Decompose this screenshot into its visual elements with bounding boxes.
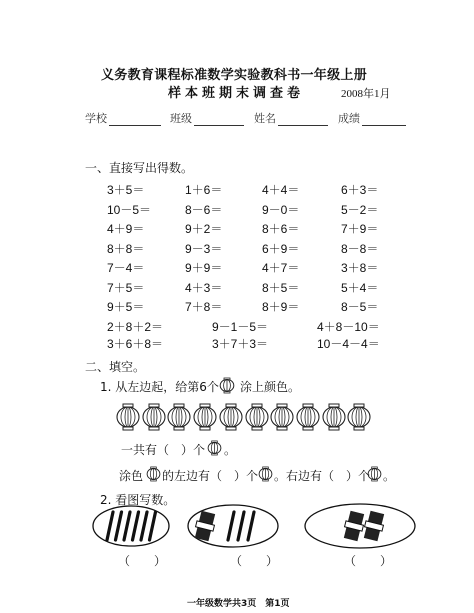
q1-line3-d: 。 xyxy=(383,469,396,483)
equation-item: 7－4＝ xyxy=(107,261,145,275)
equation-item: 3＋5＝ xyxy=(107,183,145,197)
equation-item: 4＋3＝ xyxy=(185,280,223,295)
equation-item: 7＋5＝ xyxy=(107,280,145,295)
equation-item: 4＋4＝ xyxy=(262,183,300,197)
answer-paren-1[interactable]: （ ） xyxy=(118,554,167,568)
doc-title: 义务教育课程标准数学实验教科书一年级上册 xyxy=(101,68,368,83)
equation-item: 8＋8＝ xyxy=(107,241,145,256)
stick xyxy=(248,512,254,540)
class-label: 班级 xyxy=(170,112,192,125)
equation-item: 9－1－5＝ xyxy=(212,320,269,334)
equation-item: 6＋3＝ xyxy=(341,183,379,197)
equation-item: 8＋5＝ xyxy=(262,280,300,295)
equation-item: 3＋8＝ xyxy=(341,261,379,275)
stick xyxy=(133,512,139,540)
stick xyxy=(228,512,234,540)
stick-bundles xyxy=(344,511,384,542)
equation-item: 10－5＝ xyxy=(107,202,152,217)
equation-item: 5－2＝ xyxy=(341,202,379,217)
equation-item: 9＋5＝ xyxy=(107,300,145,314)
section2-title: 二、填空。 xyxy=(85,360,146,374)
q1-line2-b: 。 xyxy=(224,443,237,457)
stick xyxy=(238,512,244,540)
equation-item: 2＋8＋2＝ xyxy=(107,320,164,334)
stick-group-1 xyxy=(93,506,169,546)
page-footer: 一年级数学共3页 第1页 xyxy=(187,599,290,609)
equation-item: 8＋6＝ xyxy=(262,222,300,236)
answer-paren-3[interactable]: （ ） xyxy=(344,554,393,568)
school-label: 学校 xyxy=(85,112,107,125)
q1-line2-a: 一共有（ ）个 xyxy=(121,443,206,457)
stick-group-2 xyxy=(188,505,278,547)
equation-item: 8－8＝ xyxy=(341,241,379,256)
equation-item: 8－6＝ xyxy=(185,202,223,217)
bundle-of-ten xyxy=(364,511,384,542)
equation-item: 3＋6＋8＝ xyxy=(107,337,164,351)
loose-sticks xyxy=(107,512,156,540)
equation-item: 8＋9＝ xyxy=(262,300,300,314)
q2-title: 2. 看图写数。 xyxy=(100,493,176,507)
bundle-of-ten xyxy=(195,511,215,542)
equation-item: 6＋9＝ xyxy=(262,241,300,256)
stick xyxy=(107,512,113,540)
equation-item: 4＋8－10＝ xyxy=(317,320,380,334)
q1-line3-a: 涂色 xyxy=(119,469,144,483)
equation-item: 10－4－4＝ xyxy=(317,337,380,351)
bundle-of-ten xyxy=(344,511,364,542)
doc-date: 2008年1月 xyxy=(341,88,391,100)
equation-item: 9＋2＝ xyxy=(185,222,223,236)
stick xyxy=(124,512,130,540)
equation-item: 4＋7＝ xyxy=(262,261,300,275)
stick-bundle xyxy=(195,511,215,542)
equation-item: 8－5＝ xyxy=(341,300,379,314)
equation-item: 5＋4＝ xyxy=(341,280,379,295)
equation-item: 7＋9＝ xyxy=(341,222,379,236)
equation-item: 7＋8＝ xyxy=(185,300,223,314)
stick-group-3 xyxy=(305,504,415,548)
q1-line3-c: 。右边有（ ）个 xyxy=(274,469,371,483)
name-label: 姓名 xyxy=(254,112,276,125)
q1-line3-b: 的左边有（ ）个 xyxy=(162,469,259,483)
q1-text-a: 1. 从左边起，给第6个 xyxy=(100,380,219,394)
stick xyxy=(116,512,122,540)
q1-text-b: 涂上颜色。 xyxy=(240,380,301,394)
equation-item: 3＋7＋3＝ xyxy=(212,337,269,351)
stick xyxy=(141,512,147,540)
section1-title: 一、直接写出得数。 xyxy=(85,161,194,175)
stick xyxy=(150,512,156,540)
equation-item: 9＋9＝ xyxy=(185,261,223,275)
equation-item: 9－3＝ xyxy=(185,241,223,256)
doc-subtitle: 样本班期末调查卷 xyxy=(168,86,305,101)
loose-sticks xyxy=(228,512,254,540)
equation-item: 9－0＝ xyxy=(262,202,300,217)
answer-paren-2[interactable]: （ ） xyxy=(230,554,279,568)
equation-item: 1＋6＝ xyxy=(185,183,223,197)
score-label: 成绩 xyxy=(338,112,360,125)
equation-item: 4＋9＝ xyxy=(107,222,145,236)
